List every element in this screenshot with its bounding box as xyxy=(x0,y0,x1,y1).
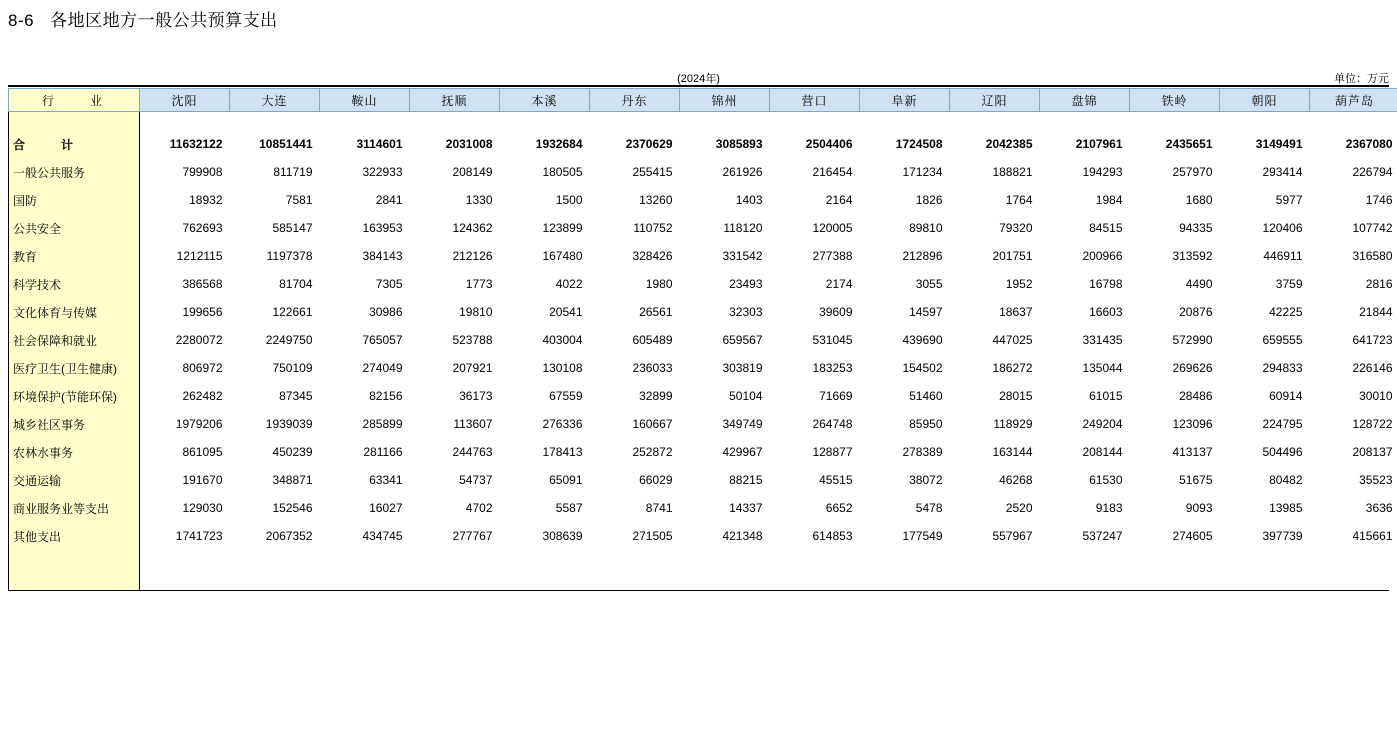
table-row xyxy=(9,466,1397,494)
table-cell: 276336 xyxy=(542,417,583,431)
table-cell: 61015 xyxy=(1089,389,1123,403)
table-cell: 269626 xyxy=(1172,361,1213,375)
table-cell: 1746 xyxy=(1365,193,1393,207)
table-header-row xyxy=(9,89,1397,112)
table-cell: 201751 xyxy=(992,249,1033,263)
table-cell: 2520 xyxy=(1005,501,1033,515)
table-cell: 2042385 xyxy=(985,137,1033,151)
table-cell: 504496 xyxy=(1262,445,1303,459)
table-cell: 605489 xyxy=(632,333,673,347)
table-cell: 403004 xyxy=(542,333,583,347)
table-cell: 413137 xyxy=(1172,445,1213,459)
table-cell: 212126 xyxy=(452,249,493,263)
table-cell: 30986 xyxy=(369,305,403,319)
table-row xyxy=(9,382,1397,410)
table-cell: 124362 xyxy=(452,221,493,235)
table-cell: 585147 xyxy=(272,221,313,235)
table-cell: 87345 xyxy=(279,389,313,403)
table-cell: 1680 xyxy=(1185,193,1213,207)
table-top-rule xyxy=(8,85,1389,87)
table-cell: 32303 xyxy=(729,305,763,319)
table-cell: 65091 xyxy=(549,473,583,487)
table-cell: 66029 xyxy=(639,473,673,487)
table-row xyxy=(9,326,1397,354)
table-cell: 38072 xyxy=(909,473,943,487)
table-cell: 2031008 xyxy=(445,137,493,151)
table-cell: 285899 xyxy=(362,417,403,431)
table-cell: 257970 xyxy=(1172,165,1213,179)
table-cell: 5587 xyxy=(555,501,583,515)
table-cell: 236033 xyxy=(632,361,673,375)
table-cell: 274049 xyxy=(362,361,403,375)
table-cell: 118929 xyxy=(993,417,1033,431)
table-cell: 2067352 xyxy=(265,529,313,543)
table-cell: 208144 xyxy=(1082,445,1123,459)
table-cell: 5478 xyxy=(915,501,943,515)
table-cell: 429967 xyxy=(722,445,763,459)
table-cell: 331542 xyxy=(722,249,763,263)
table-cell: 32899 xyxy=(639,389,673,403)
unit-label: 单位：万元 xyxy=(1334,73,1389,85)
table-cell: 54737 xyxy=(459,473,493,487)
table-cell: 107742 xyxy=(1352,221,1393,235)
table-cell: 10851441 xyxy=(259,137,313,151)
table-cell: 4490 xyxy=(1185,277,1213,291)
table-cell: 659555 xyxy=(1262,333,1303,347)
table-cell: 67559 xyxy=(549,389,583,403)
table-row xyxy=(9,130,1397,158)
table-cell: 89810 xyxy=(909,221,943,235)
table-cell: 252872 xyxy=(632,445,673,459)
table-cell: 88215 xyxy=(729,473,763,487)
table-cell: 1979206 xyxy=(175,417,223,431)
table-cell: 799908 xyxy=(182,165,223,179)
table-cell: 765057 xyxy=(362,333,403,347)
table-cell: 271505 xyxy=(632,529,673,543)
table-cell: 123096 xyxy=(1172,417,1213,431)
table-cell: 762693 xyxy=(182,221,223,235)
row-label: 医疗卫生(卫生健康) xyxy=(9,354,140,382)
spacer-row-bottom xyxy=(9,550,1397,590)
table-cell: 1826 xyxy=(915,193,943,207)
table-cell: 120406 xyxy=(1262,221,1303,235)
table-cell: 614853 xyxy=(812,529,853,543)
table-bottom-rule xyxy=(8,590,1389,591)
table-cell: 30010 xyxy=(1359,389,1393,403)
table-cell: 85950 xyxy=(909,417,943,431)
table-cell: 331435 xyxy=(1082,333,1123,347)
table-cell: 2435651 xyxy=(1165,137,1213,151)
table-cell: 224795 xyxy=(1262,417,1303,431)
table-cell: 60914 xyxy=(1269,389,1303,403)
table-cell: 659567 xyxy=(722,333,763,347)
table-cell: 384143 xyxy=(362,249,403,263)
table-row xyxy=(9,410,1397,438)
table-cell: 81704 xyxy=(279,277,313,291)
table-cell: 71669 xyxy=(819,389,853,403)
table-cell: 36173 xyxy=(459,389,493,403)
table-cell: 80482 xyxy=(1269,473,1303,487)
column-header-11: 铁岭 xyxy=(1130,89,1220,112)
table-cell: 3114601 xyxy=(356,137,403,151)
table-cell: 160667 xyxy=(632,417,673,431)
table-row xyxy=(9,158,1397,186)
table-row xyxy=(9,186,1397,214)
table-cell: 4022 xyxy=(555,277,583,291)
table-cell: 45515 xyxy=(819,473,853,487)
table-cell: 421348 xyxy=(722,529,763,543)
table-cell: 2164 xyxy=(825,193,853,207)
table-cell: 572990 xyxy=(1172,333,1213,347)
table-cell: 23493 xyxy=(729,277,763,291)
column-header-1: 大连 xyxy=(230,89,320,112)
row-label: 科学技术 xyxy=(9,270,140,298)
column-header-12: 朝阳 xyxy=(1220,89,1310,112)
table-cell: 113607 xyxy=(453,417,493,431)
table-cell: 14337 xyxy=(729,501,763,515)
table-cell: 1500 xyxy=(555,193,583,207)
table-cell: 3085893 xyxy=(715,137,763,151)
column-header-5: 丹东 xyxy=(590,89,680,112)
table-cell: 1984 xyxy=(1095,193,1123,207)
row-label: 教育 xyxy=(9,242,140,270)
table-cell: 194293 xyxy=(1082,165,1123,179)
table-cell: 811719 xyxy=(273,165,313,179)
table-cell: 2841 xyxy=(375,193,403,207)
column-header-2: 鞍山 xyxy=(320,89,410,112)
row-label: 合 计 xyxy=(9,130,140,158)
table-cell: 1980 xyxy=(645,277,673,291)
table-cell: 1932684 xyxy=(535,137,583,151)
table-cell: 2249750 xyxy=(265,333,313,347)
table-cell: 1330 xyxy=(465,193,493,207)
table-cell: 349749 xyxy=(722,417,763,431)
table-cell: 1773 xyxy=(465,277,493,291)
table-cell: 806972 xyxy=(182,361,223,375)
tail-label-cell xyxy=(9,550,140,590)
table-cell: 3636 xyxy=(1365,501,1393,515)
table-cell: 1724508 xyxy=(895,137,943,151)
row-label: 其他支出 xyxy=(9,522,140,550)
column-header-8: 阜新 xyxy=(860,89,950,112)
column-header-4: 本溪 xyxy=(500,89,590,112)
table-cell: 1197378 xyxy=(266,249,313,263)
row-label: 商业服务业等支出 xyxy=(9,494,140,522)
table-cell: 167480 xyxy=(542,249,583,263)
table-cell: 226146 xyxy=(1352,361,1393,375)
table-cell: 3055 xyxy=(915,277,943,291)
table-cell: 9093 xyxy=(1185,501,1213,515)
table-cell: 16027 xyxy=(369,501,403,515)
table-cell: 152546 xyxy=(272,501,313,515)
table-cell: 303819 xyxy=(722,361,763,375)
table-cell: 446911 xyxy=(1263,249,1303,263)
table-cell: 277767 xyxy=(452,529,493,543)
table-cell: 2174 xyxy=(825,277,853,291)
table-cell: 531045 xyxy=(812,333,853,347)
column-header-0: 沈阳 xyxy=(140,89,230,112)
table-cell: 118120 xyxy=(723,221,763,235)
table-row xyxy=(9,214,1397,242)
table-cell: 1212115 xyxy=(176,249,223,263)
table-cell: 82156 xyxy=(369,389,403,403)
row-label: 社会保障和就业 xyxy=(9,326,140,354)
table-cell: 255415 xyxy=(632,165,673,179)
table-cell: 128722 xyxy=(1352,417,1393,431)
column-header-9: 辽阳 xyxy=(950,89,1040,112)
row-label: 农林水事务 xyxy=(9,438,140,466)
table-cell: 261926 xyxy=(722,165,763,179)
table-cell: 244763 xyxy=(452,445,493,459)
table-cell: 188821 xyxy=(992,165,1033,179)
table-cell: 328426 xyxy=(632,249,673,263)
table-cell: 208137 xyxy=(1352,445,1393,459)
table-cell: 178413 xyxy=(542,445,583,459)
table-cell: 16603 xyxy=(1089,305,1123,319)
table-cell: 8741 xyxy=(645,501,673,515)
table-cell: 51460 xyxy=(909,389,943,403)
table-cell: 277388 xyxy=(812,249,853,263)
table-cell: 249204 xyxy=(1082,417,1123,431)
table-cell: 3759 xyxy=(1275,277,1303,291)
table-cell: 94335 xyxy=(1179,221,1213,235)
table-cell: 128877 xyxy=(812,445,853,459)
table-cell: 123899 xyxy=(542,221,583,235)
spacer-row-top xyxy=(9,112,1397,131)
table-cell: 2504406 xyxy=(805,137,853,151)
table-cell: 348871 xyxy=(272,473,313,487)
table-cell: 7305 xyxy=(375,277,403,291)
table-cell: 2370629 xyxy=(625,137,673,151)
table-cell: 450239 xyxy=(272,445,313,459)
subtitle-year: (2024年) xyxy=(677,73,720,85)
table-cell: 79320 xyxy=(999,221,1033,235)
table-cell: 1764 xyxy=(1005,193,1033,207)
table-cell: 135044 xyxy=(1082,361,1123,375)
table-cell: 84515 xyxy=(1089,221,1123,235)
table-cell: 2367080 xyxy=(1345,137,1393,151)
table-cell: 200966 xyxy=(1082,249,1123,263)
table-cell: 163953 xyxy=(362,221,403,235)
table-cell: 415661 xyxy=(1352,529,1393,543)
row-label: 一般公共服务 xyxy=(9,158,140,186)
table-cell: 20876 xyxy=(1179,305,1213,319)
table-cell: 163144 xyxy=(992,445,1033,459)
table-cell: 1939039 xyxy=(265,417,313,431)
table-cell: 386568 xyxy=(182,277,223,291)
table-cell: 7581 xyxy=(285,193,313,207)
table-cell: 6652 xyxy=(825,501,853,515)
table-cell: 11632122 xyxy=(169,137,223,151)
table-cell: 3149491 xyxy=(1255,137,1303,151)
table-cell: 177549 xyxy=(902,529,943,543)
table-row xyxy=(9,522,1397,550)
table-cell: 1403 xyxy=(735,193,763,207)
table-cell: 293414 xyxy=(1262,165,1303,179)
row-label: 交通运输 xyxy=(9,466,140,494)
header-industry: 行 业 xyxy=(9,89,140,112)
table-cell: 447025 xyxy=(992,333,1033,347)
table-cell: 537247 xyxy=(1082,529,1123,543)
table-cell: 42225 xyxy=(1269,305,1303,319)
table-cell: 750109 xyxy=(272,361,313,375)
table-row xyxy=(9,298,1397,326)
table-cell: 26561 xyxy=(639,305,673,319)
table-cell: 9183 xyxy=(1095,501,1123,515)
table-cell: 308639 xyxy=(542,529,583,543)
table-cell: 183253 xyxy=(812,361,853,375)
table-cell: 274605 xyxy=(1172,529,1213,543)
row-label: 文化体育与传媒 xyxy=(9,298,140,326)
table-cell: 130108 xyxy=(542,361,583,375)
column-header-10: 盘锦 xyxy=(1040,89,1130,112)
table-cell: 278389 xyxy=(902,445,943,459)
table-cell: 39609 xyxy=(819,305,853,319)
table-cell: 154502 xyxy=(902,361,943,375)
table-cell: 20541 xyxy=(549,305,583,319)
table-cell: 2107961 xyxy=(1075,137,1123,151)
table-cell: 199656 xyxy=(182,305,223,319)
table-cell: 439690 xyxy=(902,333,943,347)
table-row xyxy=(9,242,1397,270)
table-cell: 180505 xyxy=(542,165,583,179)
table-row xyxy=(9,270,1397,298)
table-cell: 13985 xyxy=(1269,501,1303,515)
table-cell: 322933 xyxy=(362,165,403,179)
table-cell: 186272 xyxy=(992,361,1033,375)
table-cell: 294833 xyxy=(1262,361,1303,375)
table-cell: 216454 xyxy=(812,165,853,179)
table-cell: 208149 xyxy=(452,165,493,179)
table-cell: 18637 xyxy=(999,305,1033,319)
column-header-3: 抚顺 xyxy=(410,89,500,112)
table-cell: 35523 xyxy=(1359,473,1393,487)
table-cell: 14597 xyxy=(909,305,943,319)
table-cell: 129030 xyxy=(182,501,223,515)
table-cell: 397739 xyxy=(1262,529,1303,543)
table-cell: 281166 xyxy=(363,445,403,459)
column-header-7: 营口 xyxy=(770,89,860,112)
tail-blank-cell xyxy=(140,550,1397,590)
column-header-13: 葫芦岛 xyxy=(1310,89,1397,112)
table-cell: 46268 xyxy=(999,473,1033,487)
table-cell: 4702 xyxy=(465,501,493,515)
table-cell: 171234 xyxy=(902,165,943,179)
row-label: 国防 xyxy=(9,186,140,214)
table-cell: 13260 xyxy=(639,193,673,207)
table-cell: 313592 xyxy=(1172,249,1213,263)
table-cell: 557967 xyxy=(992,529,1033,543)
table-cell: 18932 xyxy=(189,193,223,207)
table-cell: 2816 xyxy=(1365,277,1393,291)
table-cell: 262482 xyxy=(182,389,223,403)
table-cell: 1741723 xyxy=(175,529,223,543)
spacer-blank-cell xyxy=(140,112,1397,131)
table-row xyxy=(9,494,1397,522)
table-cell: 61530 xyxy=(1089,473,1123,487)
table-cell: 207921 xyxy=(452,361,493,375)
table-number: 8-6 xyxy=(8,11,35,30)
table-cell: 19810 xyxy=(459,305,493,319)
table-cell: 122661 xyxy=(272,305,313,319)
table-cell: 212896 xyxy=(902,249,943,263)
table-cell: 21844 xyxy=(1359,305,1393,319)
table-row xyxy=(9,438,1397,466)
column-header-6: 锦州 xyxy=(680,89,770,112)
table-cell: 191670 xyxy=(182,473,223,487)
table-cell: 641723 xyxy=(1352,333,1393,347)
row-label: 公共安全 xyxy=(9,214,140,242)
table-cell: 1952 xyxy=(1005,277,1033,291)
table-row xyxy=(9,354,1397,382)
table-cell: 63341 xyxy=(369,473,403,487)
table-cell: 434745 xyxy=(362,529,403,543)
table-cell: 120005 xyxy=(812,221,853,235)
row-label: 城乡社区事务 xyxy=(9,410,140,438)
spacer-label-cell xyxy=(9,112,140,131)
expenditure-table xyxy=(8,88,1397,590)
table-cell: 861095 xyxy=(182,445,223,459)
title-text: 各地区地方一般公共预算支出 xyxy=(50,11,278,30)
table-cell: 110752 xyxy=(633,221,673,235)
table-body xyxy=(9,112,1397,591)
table-cell: 2280072 xyxy=(175,333,223,347)
table-cell: 226794 xyxy=(1352,165,1393,179)
table-cell: 523788 xyxy=(452,333,493,347)
table-cell: 316580 xyxy=(1352,249,1393,263)
page-title xyxy=(8,6,278,31)
table-cell: 264748 xyxy=(812,417,853,431)
row-label: 环境保护(节能环保) xyxy=(9,382,140,410)
table-cell: 5977 xyxy=(1275,193,1303,207)
table-cell: 50104 xyxy=(729,389,763,403)
table-cell: 28015 xyxy=(999,389,1033,403)
table-cell: 16798 xyxy=(1089,277,1123,291)
table-cell: 28486 xyxy=(1179,389,1213,403)
table-cell: 51675 xyxy=(1179,473,1213,487)
